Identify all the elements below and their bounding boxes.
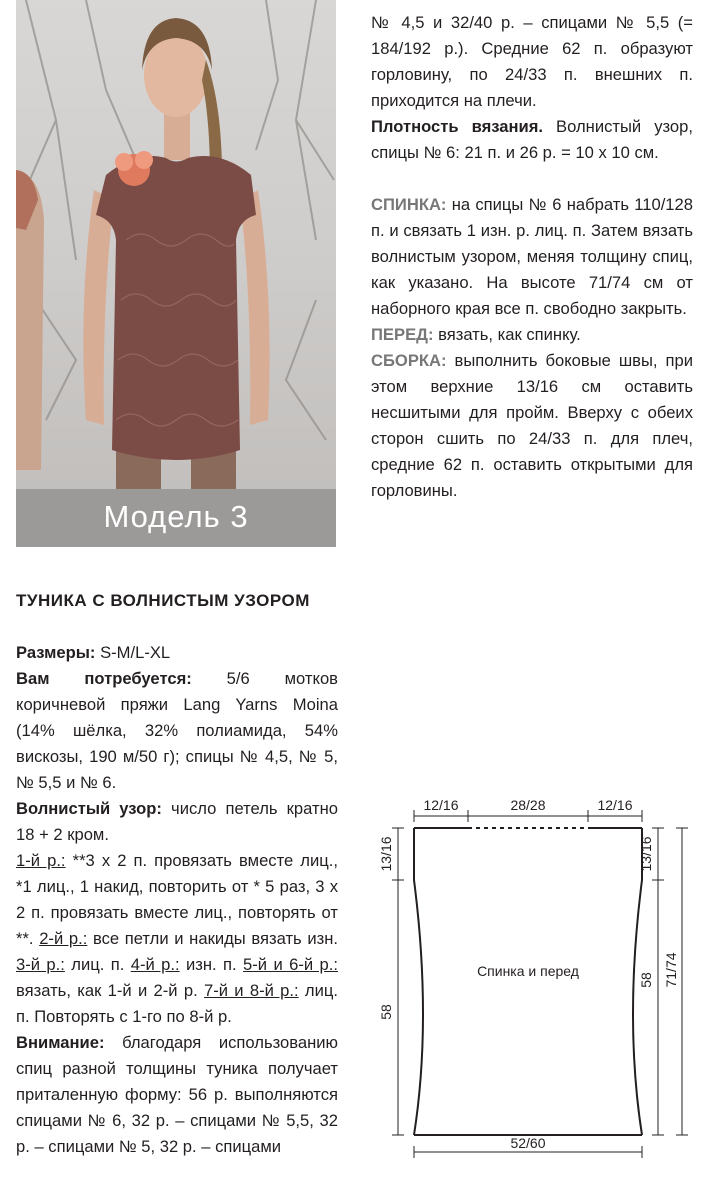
row4-label: 4-й р.:: [130, 955, 180, 974]
dim-armhole-right: 13/16: [638, 836, 654, 872]
pattern-label: Волнистый узор:: [16, 799, 162, 818]
front-text: вязать, как спинку.: [433, 325, 581, 344]
materials-label: Вам потребуется:: [16, 669, 192, 688]
attention-label: Внимание:: [16, 1033, 105, 1052]
back-paragraph: [371, 192, 693, 322]
back-label: СПИНКА:: [371, 195, 447, 214]
needle-note: № 4,5 и 32/40 р. – спицами № 5,5 (= 184/192 р.). Средние 62 п. образуют горловину, по 24/33 п. внешних п. приходится на плечи.: [371, 13, 693, 110]
pattern-text: число петель кратно 18 + 2 кром.: [16, 799, 338, 844]
materials-paragraph: [16, 666, 338, 796]
dim-top-middle: 28/28: [510, 797, 546, 813]
front-paragraph: [371, 322, 693, 348]
row56-text: вязать, как 1-й и 2-й р.: [16, 981, 204, 1000]
row1-text: **3 х 2 п. провязать вместе лиц., *1 лиц., 1 накид, повторить от * 5 раз, 3 х 2 п. провязать вместе лиц., повторять от **.: [16, 851, 338, 948]
schema-center-label: Спинка и перед: [477, 963, 579, 979]
materials-text: 5/6 мотков коричневой пряжи Lang Yarns Moina (14% шёлка, 32% полиамида, 54% вискозы, 190 м/50 г); спицы № 4,5, № 5, № 5,5 и № 6.: [16, 669, 338, 792]
model-photo: [16, 0, 336, 547]
left-text-column: [16, 640, 338, 1160]
rows-paragraph: [16, 848, 338, 1030]
dim-bottom-width: 52/60: [510, 1135, 546, 1151]
right-text-column: [371, 10, 693, 504]
dim-side-left: 58: [378, 1004, 394, 1020]
pattern-paragraph: [16, 796, 338, 848]
left-side-outline: [414, 828, 423, 1135]
gauge-paragraph: [371, 114, 693, 166]
sizes-label: Размеры:: [16, 643, 96, 662]
dim-top-left: 12/16: [423, 797, 459, 813]
assembly-label: СБОРКА:: [371, 351, 447, 370]
pattern-title: ТУНИКА С ВОЛНИСТЫМ УЗОРОМ: [16, 591, 310, 610]
back-text: на спицы № 6 набрать 110/128 п. и связать 1 изн. р. лиц. п. Затем вязать волнистым узором, меняя толщину спиц, как указано. На высоте 71/74 см от наборного края все п. свободно закрыть.: [371, 195, 693, 318]
sizes-text: S-M/L-XL: [95, 643, 171, 662]
photo-caption: Модель 3: [103, 499, 249, 534]
attention-paragraph: [16, 1030, 338, 1160]
row2-text: все петли и накиды вязать изн.: [87, 929, 338, 948]
row56-label: 5-й и 6-й р.:: [243, 955, 338, 974]
front-label: ПЕРЕД:: [371, 325, 434, 344]
caption-bar: [16, 489, 336, 547]
row4-text: изн. п.: [179, 955, 244, 974]
attention-text: благодаря использованию спиц разной толщины туника получает приталенную форму: 56 р. выполняются спицами № 6, 32 р. – спицами № 5,5, 32 р. – спицами № 5, 32 р. – спицами: [16, 1033, 338, 1156]
gauge-label: Плотность вязания.: [371, 117, 544, 136]
gauge-text: Волнистый узор, спицы № 6: 21 п. и 26 р. = 10 х 10 см.: [371, 117, 693, 162]
sizes-paragraph: [16, 640, 338, 666]
row78-text: лиц. п. Повторять с 1-го по 8-й р.: [16, 981, 338, 1026]
assembly-paragraph: [371, 348, 693, 504]
row2-label: 2-й р.:: [39, 929, 88, 948]
assembly-text: выполнить боковые швы, при этом верхние 13/16 см оставить несшитыми для пройм. Вверху с обеих сторон сшить по 24/33 п. для плеч, средние 62 п. оставить открытыми для горловины.: [371, 351, 693, 500]
row1-label: 1-й р.:: [16, 851, 66, 870]
row78-label: 7-й и 8-й р.:: [203, 981, 299, 1000]
dim-side-right: 58: [638, 972, 654, 988]
dim-top-right: 12/16: [597, 797, 633, 813]
tunic-schema: [370, 790, 700, 1170]
dim-total-height: 71/74: [663, 952, 679, 988]
row3-label: 3-й р.:: [16, 955, 65, 974]
row3-text: лиц. п.: [64, 955, 131, 974]
model-illustration: [16, 0, 336, 490]
dim-armhole-left: 13/16: [378, 836, 394, 872]
